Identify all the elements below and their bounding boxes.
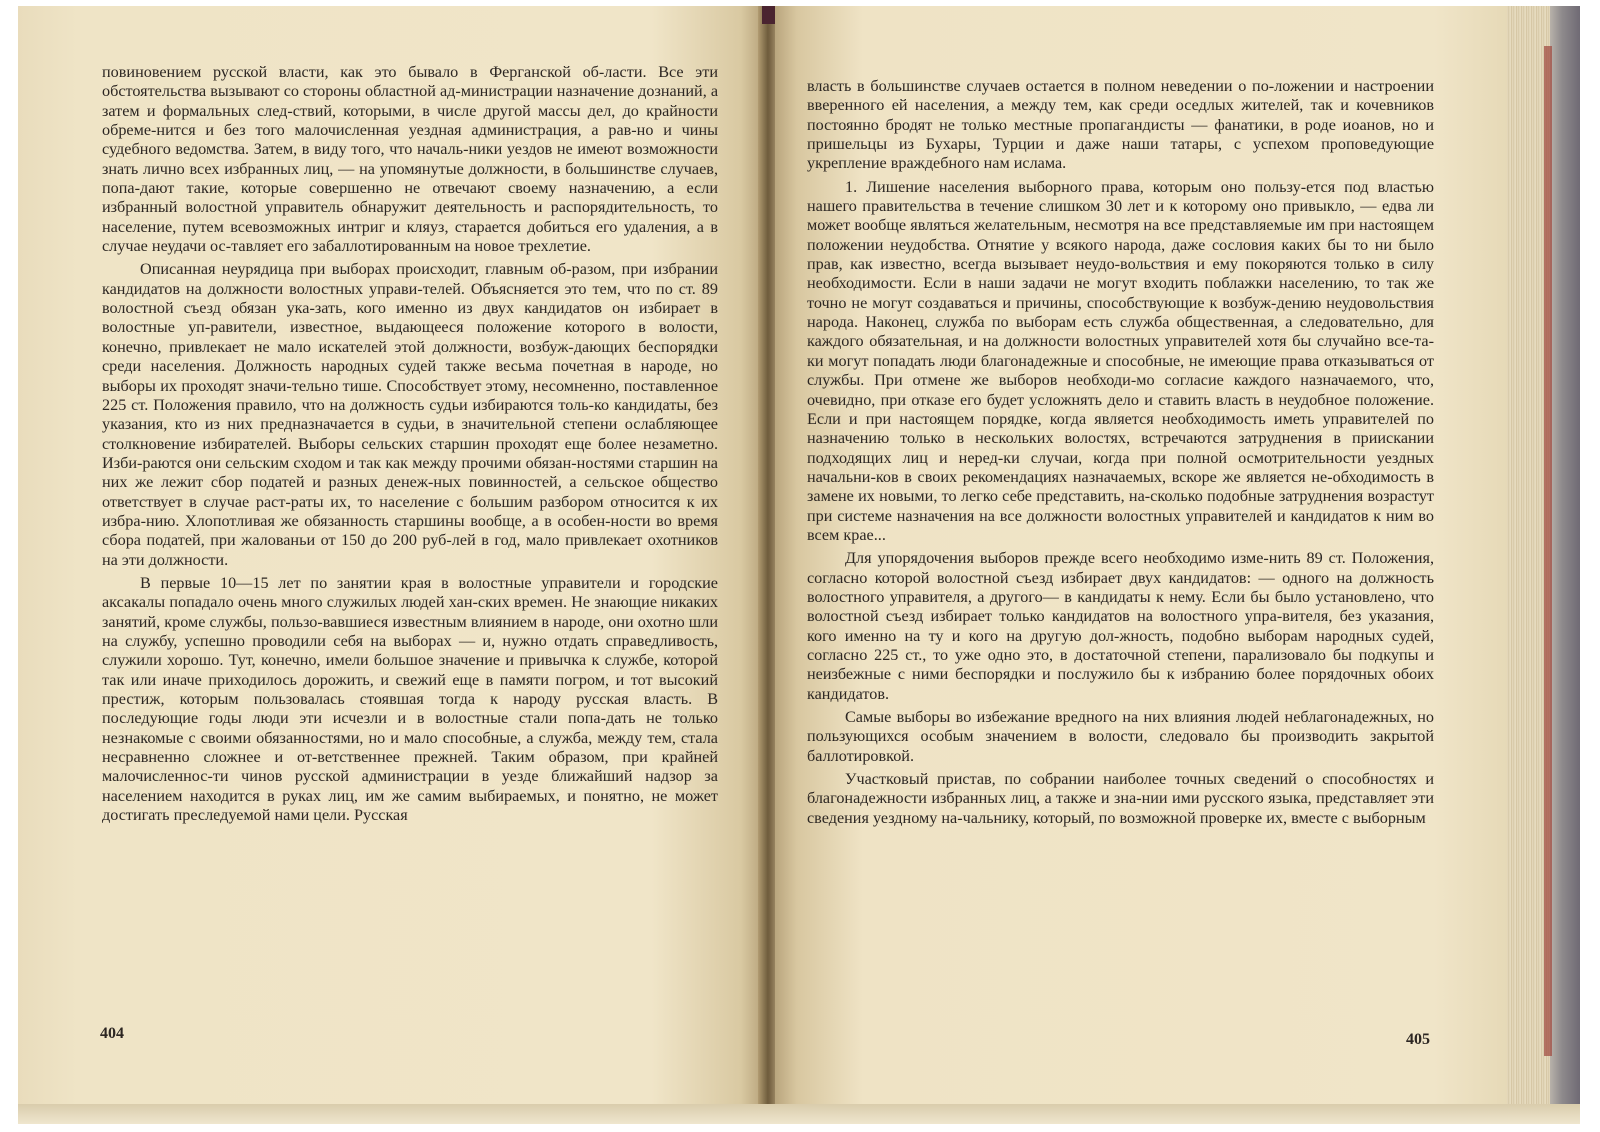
- page-bottom-edge: [18, 1104, 1580, 1124]
- left-page-number: 404: [100, 1025, 124, 1042]
- left-paragraph-2: Описанная неурядица при выборах происходит, главным об-разом, при избрании кандидатов на должности волостных управи-телей. Объясняется это тем, что по ст. 89 волостной съезд обязан ука-зать, кого именно из двух кандидатов он избирает в волостные уп-равители, известное, выдающееся положение которого в волости, конечно, привлекает не мало искателей этой должности, возбуж-дающих беспорядки среди населения. Должность народных судей также весьма почетная в народе, но выборы их проходят значи-тельно тише. Способствует этому, несомненно, поставленное 225 ст. Положения правило, что на должность судьи избираются толь-ко кандидаты, без указания, кто из них предназначается в судьи, в значительной степени ослабляющее столкновение избирателей. Выборы сельских старшин проходят еще более незаметно. Изби-раются они сельским сходом и так как между прочими обязан-ностями старшин на них же лежит сбор податей и разных денеж-ных повинностей, а сельское общество ответствует в случае раст-раты их, то население с большим разбором относится к их избра-нию. Хлопотливая же обязанность старшины вообще, а в особен-ности во время сбора податей, при жалованьи от 150 до 200 руб-лей в год, мало привлекает охотников на эти должности.: [102, 260, 718, 569]
- right-paragraph-5: Участковый пристав, по собрании наиболее точных сведений о способностях и благонадежности избранных лиц, а также и зна-нии ими русского языка, представляет эти сведения уездному на-чальнику, который, по возможной проверке их, вместе с выборным: [807, 770, 1434, 827]
- left-paragraph-3: В первые 10—15 лет по занятии края в волостные управители и городские аксакалы попадало очень много служилых людей хан-ских времен. Не знающие никаких занятий, кроме службы, пользо-вавшиеся известным влиянием в народе, они охотно шли на службу, успешно проводили себя на выборах — и, нужно отдать справедливость, служили хорошо. Тут, конечно, имели большое значение и привычка к службе, которой так или иначе приходилось дорожить, и свежий еще в памяти погром, и тот высокий престиж, которым пользовалась стоявшая тогда к народу русская власть. В последующие годы люди эти исчезли и в волостные стали попа-дать не только незнакомые с своими обязанностями, но и мало способные, а служба, между тем, стала несравненно сложнее и от-ветственнее прежней. Таким образом, при крайней малочисленнос-ти чинов русской администрации в уезде ближайший надзор за населением находится в руках лиц, им же самим выбираемых, и понятно, не может достигать преследуемой нами цели. Русская: [102, 573, 718, 825]
- right-paragraph-3: Для упорядочения выборов прежде всего необходимо изме-нить 89 ст. Положения, согласно которой волостной съезд избирает двух кандидатов: — одного на должность волостного управителя, а другого— в кандидаты к нему. Если бы было установлено, что волостной съезд избирает только кандидатов на волостного упра-вителя, без указания, кого именно на ту и кого на другую дол-жность, подобно выборам народных судей, согласно 225 ст., то уже одно это, в достаточной степени, парализовало бы подкупы и неизбежные с ними беспорядки и послужило бы к избранию более порядочных обоих кандидатов.: [807, 549, 1434, 703]
- left-page-text-column: [102, 63, 718, 825]
- right-page-text-column: [807, 77, 1434, 828]
- binding-headband: [762, 6, 776, 24]
- right-paragraph-2: 1. Лишение населения выборного права, которым оно пользу-ется под властью нашего правительства в течение слишком 30 лет и к которому оно привыкло, — едва ли может вообще являться желательным, несмотря на все представляемые им при настоящем положении неудобства. Отнятие у всякого народа, даже сословия каких бы то ни было прав, как известно, всегда вызывает неудо-вольствия и ему покоряются только в силу необходимости. Если в наши задачи не могут входить поблажки населению, то так же точно не могут создаваться и причины, способствующие к возбуж-дению неудовольствия народа. Наконец, служба по выборам есть служба общественная, а следовательно, для каждого обязательная, и на должности волостных управителей хотя бы случайно все-та-ки могут попадать люди благонадежные и способные, не имеющие права отказываться от службы. При отмене же выборов необходи-мо согласие каждого назначаемого, что, очевидно, при отказе его будет усложнять дело и ставить власть в неудобное положение. Если и при настоящем порядке, когда является необходимость иметь управителей по назначению только в нескольких волостях, встречаются затруднения в приискании подходящих лиц и неред-ки случаи, когда при полной осмотрительности уездных начальни-ков в своих рекомендациях назначаемых, вскоре же является не-обходимость в замене их новыми, то легко себе представить, на-сколько подобные затруднения возрастут при системе назначения на все должности волостных управителей и кандидатов к ним во всем крае...: [807, 177, 1434, 544]
- book-cover-edge: [1550, 6, 1580, 1106]
- right-paragraph-1: власть в большинстве случаев остается в полном неведении о по-ложении и настроении вверенного ей населения, а между тем, как среди оседлых жителей, так и кочевников постоянно бродят не только местные пропагандисты — фанатики, в роде иоанов, но и пришельцы из Бухары, Турции и даже наши татары, с успехом проповедующие укрепление враждебного нам ислама.: [807, 77, 1434, 173]
- open-book: [18, 6, 1580, 1124]
- right-page: [775, 6, 1507, 1106]
- left-page: [18, 6, 763, 1106]
- right-page-number: 405: [1406, 1031, 1430, 1048]
- right-paragraph-4: Самые выборы во избежание вредного на них влияния людей неблагонадежных, но пользующихся особым значением в волости, следовало бы производить закрытой баллотировкой.: [807, 708, 1434, 765]
- bookmark-ribbon: [1544, 46, 1552, 1056]
- left-paragraph-1: повиновением русской власти, как это бывало в Ферганской об-ласти. Все эти обстоятельства вызывают со стороны областной ад-министрации назначение дознаний, а затем и формальных след-ствий, которыми, в числе другой массы дел, до крайности обреме-нится и без того малочисленная уездная администрация, а рав-но и чины судебного ведомства. Затем, в виду того, что началь-ники уездов не имеют возможности знать лично всех избранных лиц, — на упомянутые должности, в большинстве случаев, попа-дают такие, которые совершенно не отвечают своему назначению, а если избранный волостной управитель обнаружит деятельность и распорядительность, то население, путем всевозможных интриг и кляуз, старается добиться его удаления, а в случае неудачи ос-тавляет его забаллотированным на новое трехлетие.: [102, 63, 718, 256]
